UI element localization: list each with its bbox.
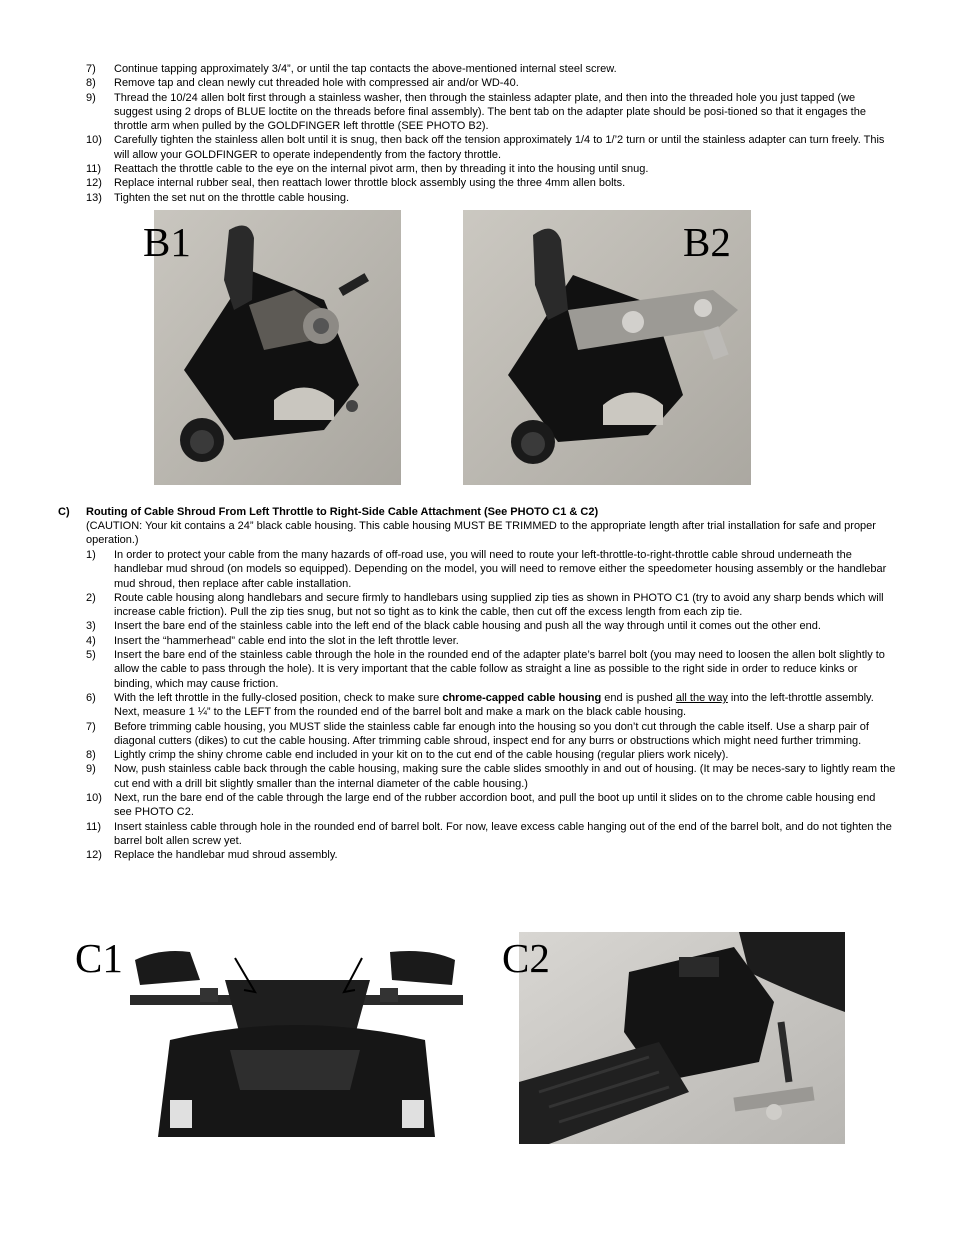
photo-b1 <box>154 210 401 485</box>
list-item: 4) Insert the “hammerhead” cable end into the slot in the left throttle lever. <box>86 634 459 647</box>
caution-note: (CAUTION: Your kit contains a 24” black cable housing. This cable housing MUST BE TRIMMED to the appropriate length after trial installation for safe and proper operation.) <box>86 520 876 547</box>
list-item: 1) In order to protect your cable from the many hazards of off-road use, you will need to route your left-throttle-to-right-throttle cable shroud underneath the handlebar mud shroud (on models so equipped). Depending on the model, you will need to remove either the speedometer housing assembly or the handlebar mud shroud, then replace after cable installation. <box>86 549 887 590</box>
section-c-heading: C) Routing of Cable Shroud From Left Throttle to Right-Side Cable Attachment (See PHOTO C1 & C2) <box>58 506 599 518</box>
list-item: 7) Before trimming cable housing, you MUST slide the stainless cable far enough into the housing so you don’t cut through the cable itself. Use a sharp pair of diagonal cutters (dikes) to cut the cable housing. After trimming cable shroud, inspect end for any burrs or obstructions which might need further trimming. <box>86 720 869 747</box>
photo-label-c1: C1 <box>75 935 123 981</box>
list-item: 9) Now, push stainless cable back through the cable housing, making sure the cable slides smoothly in and out of housing. (It may be neces-sary to lightly ream the cut end with a drill bit slightly smaller than the internal diameter of the cable housing.) <box>86 763 896 790</box>
right-throttle-c2-image <box>519 932 845 1144</box>
list-item: 13) Tighten the set nut on the throttle cable housing. <box>86 191 350 204</box>
list-item-step-6: 6) With the left throttle in the fully-closed position, check to make sure chrome-capped cable housing end is pushed all the way into the left-throttle assembly. Next, measure 1 ¼” to the LEFT from the rounded end of the barrel bolt and make a mark on the black cable housing. <box>86 691 874 719</box>
section-c-steps-list <box>86 548 896 863</box>
list-item: 11) Reattach the throttle cable to the eye on the internal pivot arm, then by threading it into the housing until snug. <box>86 163 649 176</box>
list-item: 12) Replace internal rubber seal, then reattach lower throttle block assembly using the three 4mm allen bolts. <box>86 177 626 190</box>
bold-term: chrome-capped cable housing <box>442 691 602 704</box>
list-item: 10) Next, run the bare end of the cable through the large end of the rubber accordion boot, and pull the boot up until it slides on to the chrome cable housing end see PHOTO C2. <box>86 792 876 819</box>
list-item: 3) Insert the bare end of the stainless cable into the left end of the black cable housing and push all the way through until it comes out the other end. <box>86 620 821 633</box>
list-item: 9) Thread the 10/24 allen bolt first through a stainless washer, then through the stainless adapter plate, and then into the threaded hole you just tapped (we suggest using 2 drops of BLUE loctite on the threads before final assembly). The bent tab on the adapter plate should be posi-tioned so that it engages the throttle arm when pulled by the GOLDFINGER left throttle (SEE PHOTO B2). <box>86 91 866 133</box>
list-item: 10) Carefully tighten the stainless allen bolt until it is snug, then back off the tension approximately 1/4 to 1/’2 turn or until the stainless adapter can turn freely. This will allow your GOLDFINGER to operate independently from the factory throttle. <box>86 134 885 161</box>
photo-c2 <box>519 932 845 1144</box>
photo-label-b2: B2 <box>683 219 731 265</box>
photo-c1 <box>130 940 463 1137</box>
list-item: 5) Insert the bare end of the stainless cable through the hole in the rounded end of the adapter plate’s barrel bolt (you may need to loosen the allen bolt slightly to allow the cable to pass through the hole). It is very important that the cable follow as straight a line as possible to the right side in order to reduce kinks or binding, which may cause friction. <box>86 649 885 690</box>
list-item: 11) Insert stainless cable through hole in the rounded end of barrel bolt. For now, leave excess cable hanging out of the end of the barrel bolt, and do not tighten the barrel bolt allen screw yet. <box>86 820 892 847</box>
throttle-assembly-b1-image <box>154 210 401 485</box>
list-item: 2) Route cable housing along handlebars and secure firmly to handlebars using supplied zip ties as shown in PHOTO C1 (try to avoid any sharp bends which will increase cable friction). Pull the zip ties snug, but not so tight as to kink the cable, then cut off the excess length from each zip tie. <box>86 591 884 619</box>
atv-handlebar-c1-image <box>130 940 463 1137</box>
list-item: 8) Lightly crimp the shiny chrome cable end included in your kit on to the cut end of the cable housing (regular pliers work nicely). <box>86 749 729 762</box>
photo-label-b1: B1 <box>143 219 191 265</box>
photo-label-c2: C2 <box>502 935 550 981</box>
list-item: 12) Replace the handlebar mud shroud assembly. <box>86 849 338 862</box>
underlined-term: all the way <box>675 691 728 704</box>
list-item: 7) Continue tapping approximately 3/4”, or until the tap contacts the above-mentioned internal steel screw. <box>86 63 617 75</box>
list-item: 8) Remove tap and clean newly cut threaded hole with compressed air and/or WD-40. <box>86 77 519 90</box>
steps-top-list <box>86 62 896 205</box>
